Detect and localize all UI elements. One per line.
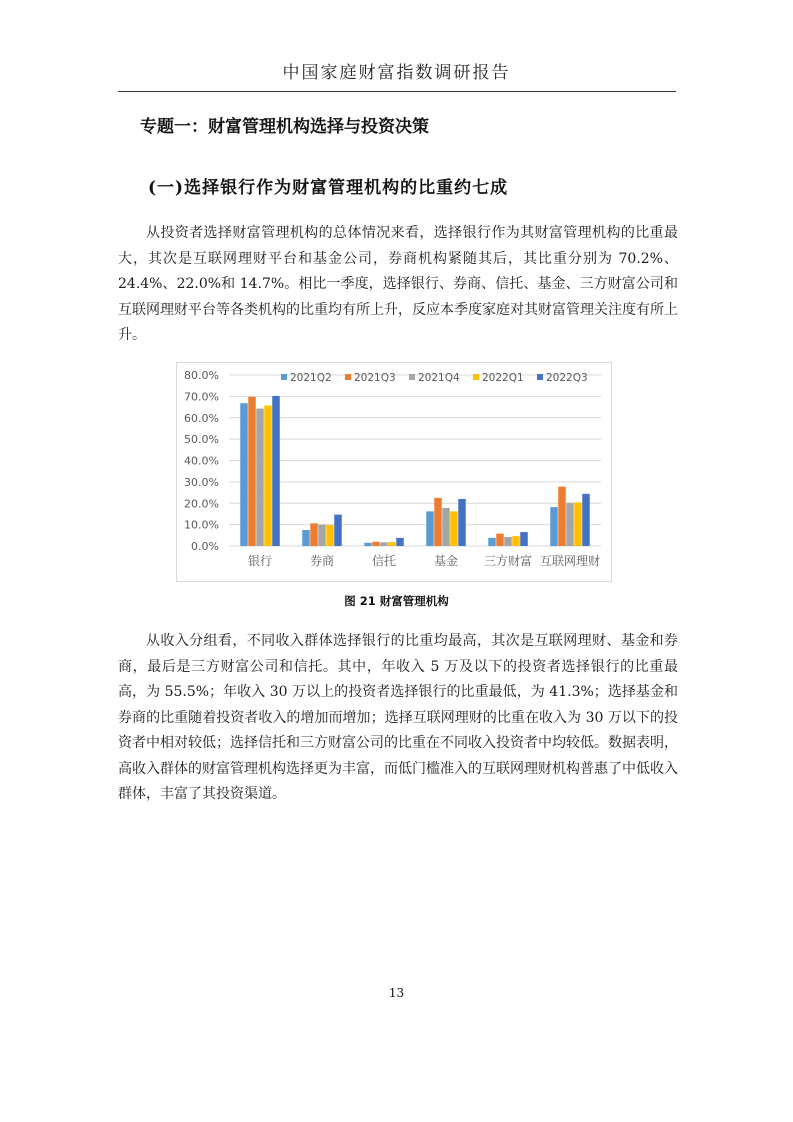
bar-2022Q1	[450, 511, 458, 546]
legend-label: 2022Q3	[546, 372, 588, 384]
x-tick-label: 信托	[371, 554, 397, 568]
bar-2021Q3	[434, 498, 442, 546]
legend-label: 2021Q4	[418, 372, 460, 384]
section-title: 专题一：财富管理机构选择与投资决策	[140, 117, 429, 137]
chart-legend	[281, 372, 588, 384]
bar-2021Q2	[302, 530, 310, 546]
y-tick-label: 10.0%	[184, 518, 219, 532]
bar-2022Q3	[582, 494, 590, 546]
y-tick-label: 30.0%	[184, 475, 219, 489]
bar-2022Q3	[520, 532, 528, 546]
legend-swatch	[537, 374, 543, 380]
bar-2021Q4	[256, 409, 264, 546]
paragraph-overview: 从投资者选择财富管理机构的总体情况来看，选择银行作为其财富管理机构的比重最大，其次是互联网理财平台和基金公司，券商机构紧随其后，其比重分别为 70.2%、24.4%、22.0%和 14.7%。相比一季度，选择银行、券商、信托、基金、三方财富公司和互联网理财平台等各类机构的比重均有所上升，反应本季度家庭对其财富管理关注度有所上升。	[118, 225, 678, 343]
figure-caption: 图 21 财富管理机构	[344, 594, 449, 608]
legend-swatch	[345, 374, 351, 380]
bar-2022Q1	[574, 502, 582, 546]
y-tick-label: 60.0%	[184, 411, 219, 425]
legend-label: 2021Q2	[290, 372, 332, 384]
bar-2021Q2	[240, 403, 248, 546]
bar-chart-svg	[177, 363, 611, 581]
bar-2021Q3	[496, 534, 504, 546]
legend-label: 2021Q3	[354, 372, 396, 384]
legend-swatch	[409, 374, 415, 380]
legend-swatch	[281, 374, 287, 380]
bar-2022Q1	[326, 525, 334, 546]
bar-2021Q2	[550, 507, 558, 546]
y-tick-label: 0.0%	[191, 540, 219, 553]
bar-2022Q1	[512, 536, 520, 546]
bar-2021Q4	[504, 537, 512, 546]
bar-chart	[176, 362, 612, 582]
x-tick-label: 互联网理财	[539, 554, 601, 568]
bar-2021Q3	[248, 397, 256, 546]
grid-lines	[229, 375, 601, 546]
bar-2022Q3	[458, 499, 466, 546]
bar-2022Q3	[272, 396, 280, 546]
bar-2021Q4	[318, 525, 326, 546]
bar-2021Q2	[426, 511, 434, 546]
x-tick-label: 券商	[309, 554, 335, 568]
legend-swatch	[473, 374, 479, 380]
y-tick-label: 50.0%	[184, 433, 219, 447]
bar-2021Q3	[310, 523, 318, 546]
bar-2021Q4	[442, 508, 450, 546]
subsection-title: (一)选择银行作为财富管理机构的比重约七成	[148, 178, 509, 198]
bar-2022Q1	[388, 542, 396, 546]
y-tick-label: 80.0%	[184, 369, 219, 382]
y-tick-label: 20.0%	[184, 497, 219, 511]
bar-2022Q3	[396, 538, 404, 546]
header-divider	[118, 91, 676, 92]
x-tick-label: 三方财富	[483, 554, 533, 568]
bar-2022Q3	[334, 515, 342, 546]
legend-label: 2022Q1	[482, 372, 524, 384]
bar-2021Q4	[380, 542, 388, 546]
bar-2021Q2	[488, 538, 496, 546]
bar-2022Q1	[264, 406, 272, 546]
x-tick-label: 基金	[433, 554, 459, 568]
y-tick-label: 40.0%	[184, 454, 219, 468]
bar-2021Q2	[364, 543, 372, 546]
bar-marks	[240, 396, 590, 546]
y-tick-label: 70.0%	[184, 390, 219, 404]
bar-2021Q3	[558, 487, 566, 546]
page-number: 13	[388, 986, 405, 1000]
paragraph-income-groups: 从收入分组看，不同收入群体选择银行的比重均最高，其次是互联网理财、基金和券商，最后是三方财富公司和信托。其中，年收入 5 万及以下的投资者选择银行的比重最高，为 55.5%；年收入 30 万以上的投资者选择银行的比重最低，为 41.3%；选择基金和券商的比重随着投资者收入的增加而增加；选择互联网理财的比重在收入为 30 万以下的投资者中相对较低；选择信托和三方财富公司的比重在不同收入投资者中均较低。数据表明，高收入群体的财富管理机构选择更为丰富，而低门槛准入的互联网理财机构普惠了中低收入群体，丰富了其投资渠道。	[118, 633, 678, 802]
page-header-title: 中国家庭财富指数调研报告	[282, 63, 511, 83]
x-tick-label: 银行	[247, 554, 273, 568]
bar-2021Q3	[372, 542, 380, 546]
bar-2021Q4	[566, 503, 574, 546]
